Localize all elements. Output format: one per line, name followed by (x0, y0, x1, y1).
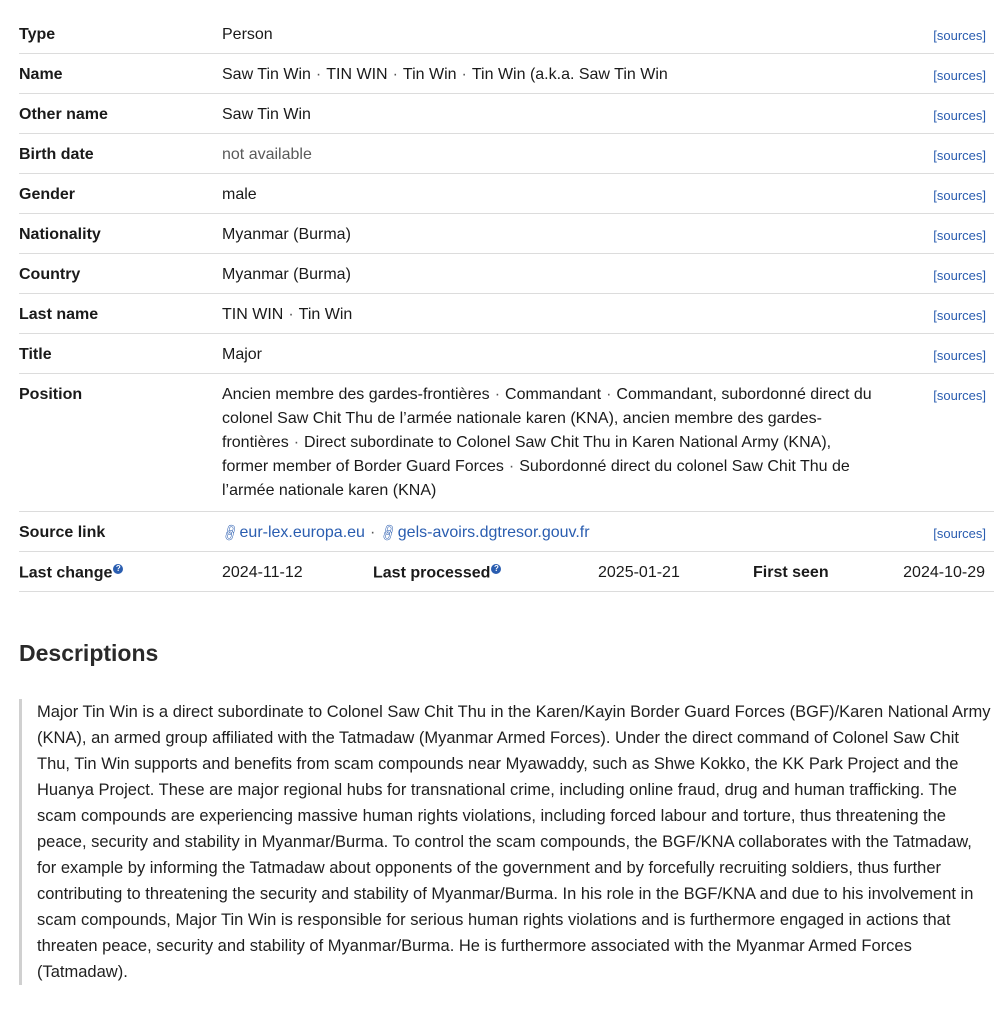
descriptions-heading: Descriptions (19, 640, 159, 666)
name-label: Name (19, 66, 63, 83)
facts-table (19, 14, 994, 592)
separator: · (293, 434, 300, 451)
source-link-value (219, 512, 933, 544)
separator: · (461, 66, 467, 83)
country-value: Myanmar (Burma) (222, 266, 351, 283)
sources-link[interactable]: [sources] (933, 108, 986, 123)
position-item: Commandant (505, 386, 602, 403)
source-link-gels-avoirs[interactable]: gels-avoirs.dgtresor.gouv.fr (397, 524, 590, 541)
name-item: Saw Tin Win (222, 66, 311, 83)
last-name-item: TIN WIN (222, 306, 284, 323)
separator: · (606, 386, 612, 403)
sources-link[interactable]: [sources] (933, 228, 986, 243)
last-name-item: Tin Win (298, 306, 353, 323)
sources-link[interactable]: [sources] (933, 348, 986, 363)
position-item: Commandant, subordonné direct du colonel Saw Chit Thu de l’armée nationale karen (KNA), ancien membre des gardes-frontières (222, 386, 872, 451)
last-processed-value: 2025-01-21 (598, 564, 680, 581)
position-item: Subordonné direct du colonel Saw Chit Thu de l’armée nationale karen (KNA) (222, 458, 850, 499)
position-item: Ancien membre des gardes-frontières (222, 386, 490, 403)
source-link-eur-lex[interactable]: eur-lex.europa.eu (239, 524, 365, 541)
type-label: Type (19, 26, 56, 43)
row-dates (19, 552, 994, 592)
last-name-label: Last name (19, 306, 99, 323)
title-label: Title (19, 346, 52, 363)
sources-link[interactable]: [sources] (933, 68, 986, 83)
help-icon[interactable]: ? (113, 564, 123, 574)
type-value: Person (222, 26, 273, 43)
nationality-label: Nationality (19, 226, 101, 243)
title-value: Major (222, 346, 263, 363)
row-name (19, 54, 994, 94)
row-type (19, 14, 994, 54)
country-label: Country (19, 266, 81, 283)
row-gender (19, 174, 994, 214)
separator: · (315, 66, 322, 83)
name-value (222, 54, 933, 83)
source-link-label: Source link (19, 524, 106, 541)
name-item: TIN WIN (326, 66, 388, 83)
last-name-value (222, 294, 933, 323)
position-item: Direct subordinate to Colonel Saw Chit Thu in Karen National Army (KNA), former member of Border Guard Forces (222, 434, 832, 475)
link-icon: 🔗︎ (377, 521, 400, 544)
sources-link[interactable]: [sources] (933, 148, 986, 163)
birth-date-value: not available (222, 146, 312, 163)
last-change-value: 2024-11-12 (222, 564, 303, 581)
name-item: Tin Win (402, 66, 457, 83)
description-blockquote: Major Tin Win is a direct subordinate to Colonel Saw Chit Thu in the Karen/Kayin Border Guard Forces (BGF)/Karen National Army (KNA), an armed group affiliated with the Tatmadaw (Myanmar Armed Forces). Under the direct command of Colonel Saw Chit Thu, Tin Win supports and benefits from scam compounds near Myawaddy, such as Shwe Kokko, the KK Park Project and the Huanya Project. These are major regional hubs for transnational crime, including online fraud, drug and human trafficking. The scam compounds are experiencing massive human rights violations, including forced labour and torture, thus threatening the peace, security and stability in Myanmar/Burma. To control the scam compounds, the BGF/KNA collaborates with the Tatmadaw, for example by informing the Tatmadaw about opponents of the government and by forcefully recruiting soldiers, thus further contributing to threatening the security and stability of Myanmar/Burma. In his role in the BGF/KNA and due to his involvement in scam compounds, Major Tin Win is responsible for serious human rights violations and is furthermore engaged in actions that threaten peace, security and stability of Myanmar/Burma. He is furthermore associated with the Myanmar Armed Forces (Tatmadaw). (19, 699, 994, 985)
link-icon: 🔗︎ (219, 521, 242, 544)
separator: · (392, 66, 398, 83)
position-value (222, 374, 877, 511)
sources-link[interactable]: [sources] (933, 526, 986, 541)
row-last-name (19, 294, 994, 334)
row-source-link (19, 512, 994, 552)
help-icon[interactable]: ? (491, 564, 501, 574)
sources-link[interactable]: [sources] (933, 308, 986, 323)
row-country (19, 254, 994, 294)
last-change-label-wrap (19, 552, 222, 581)
row-title (19, 334, 994, 374)
separator: · (508, 458, 515, 475)
sources-link[interactable]: [sources] (933, 268, 986, 283)
separator: · (369, 524, 376, 541)
sources-link[interactable]: [sources] (933, 388, 986, 403)
sources-link[interactable]: [sources] (933, 28, 986, 43)
last-processed-label-wrap (373, 552, 598, 581)
position-label: Position (19, 386, 83, 403)
last-processed-label: Last processed (373, 564, 491, 582)
birth-date-label: Birth date (19, 146, 94, 163)
nationality-value: Myanmar (Burma) (222, 226, 351, 243)
separator: · (494, 386, 501, 403)
last-change-label: Last change (19, 564, 113, 582)
first-seen-label: First seen (753, 564, 829, 581)
row-birth-date (19, 134, 994, 174)
first-seen-value: 2024-10-29 (903, 564, 985, 581)
row-other-name (19, 94, 994, 134)
separator: · (288, 306, 294, 323)
other-name-label: Other name (19, 106, 108, 123)
gender-value: male (222, 186, 257, 203)
gender-label: Gender (19, 186, 76, 203)
name-item: Tin Win (a.k.a. Saw Tin Win (471, 66, 668, 83)
other-name-value: Saw Tin Win (222, 106, 311, 123)
row-nationality (19, 214, 994, 254)
row-position (19, 374, 994, 512)
sources-link[interactable]: [sources] (933, 188, 986, 203)
